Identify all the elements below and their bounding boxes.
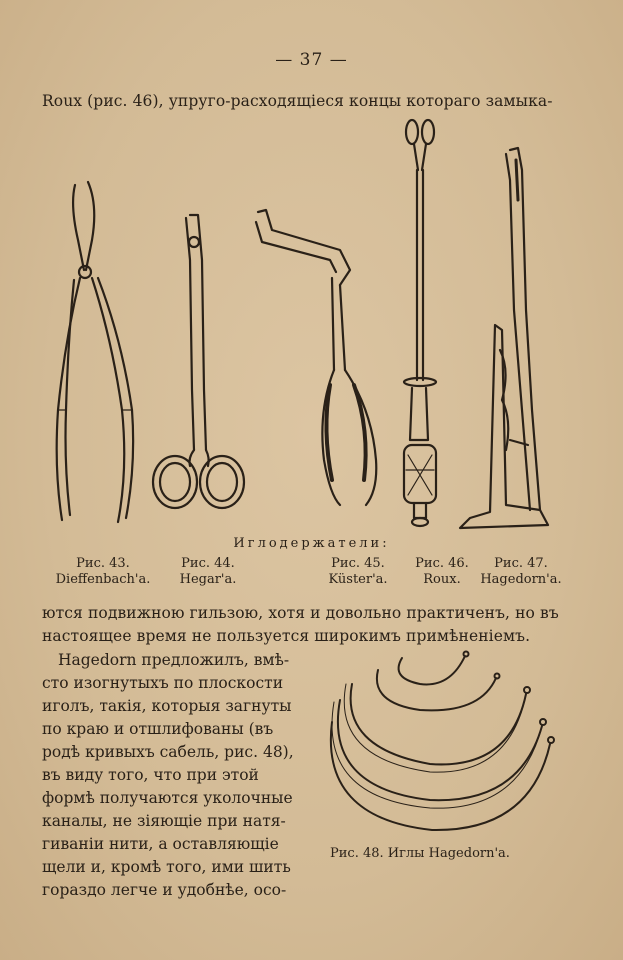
- needle-holders-illustration: [40, 110, 580, 540]
- fig-number: Рис. 44.: [181, 556, 235, 571]
- fig-name: Hagedorn'a.: [480, 572, 562, 587]
- fig43-dieffenbach-forceps: [57, 182, 133, 522]
- intro-line: Roux (рис. 46), упруго-расходящіеся концы котораго замыка-: [42, 92, 553, 110]
- col-line: каналы, не зіяющіе при натя-: [42, 812, 286, 830]
- fig-name: Dieffenbach'a.: [55, 572, 151, 587]
- body-line: ются подвижною гильзою, хотя и довольно практиченъ, но въ: [42, 604, 559, 622]
- fig-caption-47: [476, 556, 566, 588]
- body-line: настоящее время не пользуется широкимъ примѣненіемъ.: [42, 627, 531, 645]
- fig45-kuster-holder: [256, 210, 376, 505]
- fig-number: Рис. 45.: [331, 556, 385, 571]
- page-number: — 37 —: [275, 50, 348, 70]
- col-line: Hagedorn предложилъ, вмѣ-: [58, 651, 290, 669]
- col-line: родѣ кривыхъ сабель, рис. 48),: [42, 743, 294, 761]
- col-line: формѣ получаются уколочные: [42, 789, 293, 807]
- figures-title: Иглодержатели:: [233, 536, 390, 551]
- fig-caption-45: [318, 556, 398, 588]
- fig-name: Roux.: [423, 572, 461, 587]
- fig-caption-44: [168, 556, 248, 588]
- fig-name: Küster'a.: [328, 572, 388, 587]
- fig-number: Рис. 47.: [494, 556, 548, 571]
- col-line: иголъ, такія, которыя загнуты: [42, 697, 292, 715]
- col-line: гиваніи нити, а оставляющіе: [42, 835, 279, 853]
- col-line: гораздо легче и удобнѣе, осо-: [42, 881, 287, 899]
- fig47-hagedorn-holder: [460, 148, 548, 528]
- fig44-hegar-holder: [153, 215, 244, 508]
- col-line: по краю и отшлифованы (въ: [42, 720, 274, 738]
- fig-number: Рис. 46.: [415, 556, 469, 571]
- fig-caption-43: [48, 556, 158, 588]
- fig-number: Рис. 43.: [76, 556, 130, 571]
- fig-name: Hegar'a.: [179, 572, 237, 587]
- hagedorn-needles-illustration: [320, 648, 560, 838]
- fig-caption-46: [404, 556, 480, 588]
- fig46-roux-holder: [404, 120, 436, 526]
- needle-caption: Рис. 48. Иглы Hagedorn'a.: [330, 846, 510, 861]
- col-line: щели и, кромѣ того, ими шить: [42, 858, 291, 876]
- col-line: сто изогнутыхъ по плоскости: [42, 674, 284, 692]
- col-line: въ виду того, что при этой: [42, 766, 259, 784]
